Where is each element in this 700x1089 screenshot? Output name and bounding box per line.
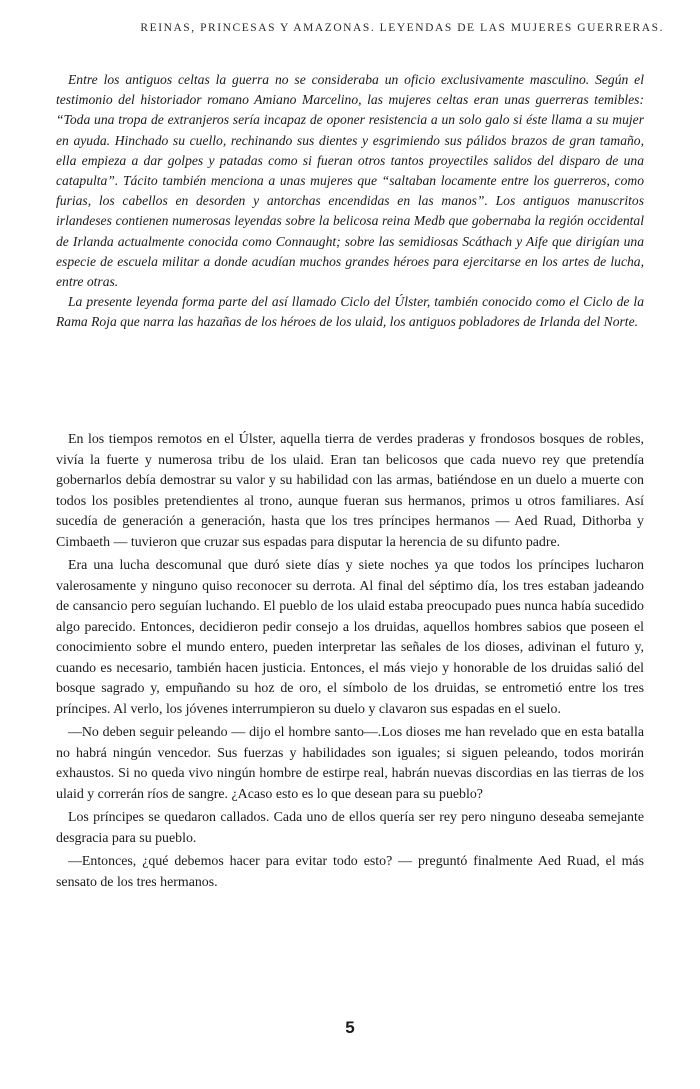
story-section (56, 430, 644, 893)
story-paragraph-4: Los príncipes se quedaron callados. Cada uno de ellos quería ser rey pero ninguno deseaba semejante desgracia para su pueblo. (56, 810, 644, 846)
intro-section (56, 70, 644, 333)
story-paragraph-3: —No deben seguir peleando — dijo el hombre santo—.Los dioses me han revelado que en esta batalla no habrá ningún vencedor. Sus fuerzas y habilidades son iguales; si siguen peleando, todos morirán exhaustos. Si no queda vivo ningún hombre de estirpe real, habrán nuevas discordias en las tierras de los ulaid y correrán ríos de sangre. ¿Acaso esto es lo que desean para su pueblo? (56, 725, 644, 802)
page-number: 5 (345, 1018, 355, 1037)
intro-paragraph-1: Entre los antiguos celtas la guerra no se consideraba un oficio exclusivamente masculino. Según el testimonio del historiador romano Amiano Marcelino, las mujeres celtas eran unas guerreras temibles: “Toda una tropa de extranjeros sería incapaz de oponer resistencia a un solo galo si éste llama a su mujer en ayuda. Hinchado su cuello, rechinando sus dientes y esgrimiendo sus pálidos brazos de gran tamaño, ella empieza a dar golpes y patadas como si fueran otros tantos proyectiles salidos del disparo de una catapulta”. Tácito también menciona a unas mujeres que “saltaban locamente entre los guerreros, como furias, los cabellos en desorden y antorchas encendidas en las manos”. Los antiguos manuscritos irlandeses contienen numerosas leyendas sobre la belicosa reina Medb que gobernaba la región occidental de Irlanda actualmente conocida como Connaught; sobre las semidiosas Scáthach y Aife que dirigían una especie de escuela militar a donde acudían muchos grandes héroes para ejercitarse en los artes de lucha, entre otras. (56, 72, 644, 290)
story-paragraph-2: Era una lucha descomunal que duró siete días y siete noches ya que todos los príncipes lucharon valerosamente y ninguno quiso reconocer su derrota. Al final del séptimo día, los tres estaban jadeando de cansancio pero seguían luchando. El pueblo de los ulaid estaba preocupado pues nunca había sucedido algo parecido. Entonces, decidieron pedir consejo a los druidas, aquellos hombres sabios que poseen el conocimiento sobre el mundo entero, pueden interpretar las señales de los dioses, adivinan el futuro y, cuando es necesario, también hacen justicia. Entonces, el más viejo y honorable de los druidas salió del bosque sagrado y, empuñando su hoz de oro, el símbolo de los druidas, se entrometió entre los tres príncipes. Al verlo, los jóvenes interrumpieron su duelo y clavaron sus espadas en el suelo. (56, 558, 644, 717)
story-paragraph-1: En los tiempos remotos en el Úlster, aquella tierra de verdes praderas y frondosos bosques de robles, vivía la fuerte y numerosa tribu de los ulaid. Eran tan belicosos que cada nuevo rey que pretendía gobernarlos debía demostrar su valor y su habilidad con las armas, batiéndose en un duelo a muerte con todos los posibles pretendientes al trono, aunque fueran sus hermanos, primos u otros familiares. Así sucedía de generación a generación, hasta que los tres príncipes hermanos — Aed Ruad, Dithorba y Cimbaeth — tuvieron que cruzar sus espadas para disputar la herencia de su difunto padre. (56, 432, 644, 550)
story-paragraph-5: —Entonces, ¿qué debemos hacer para evitar todo esto? — preguntó finalmente Aed Ruad, el más sensato de los tres hermanos. (56, 854, 644, 890)
intro-paragraph-2: La presente leyenda forma parte del así llamado Ciclo del Úlster, también conocido como el Ciclo de la Rama Roja que narra las hazañas de los héroes de los ulaid, los antiguos pobladores de Irlanda del Norte. (56, 294, 644, 330)
running-header: REINAS, PRINCESAS Y AMAZONAS. LEYENDAS DE LAS MUJERES GUERRERAS. (140, 22, 664, 34)
